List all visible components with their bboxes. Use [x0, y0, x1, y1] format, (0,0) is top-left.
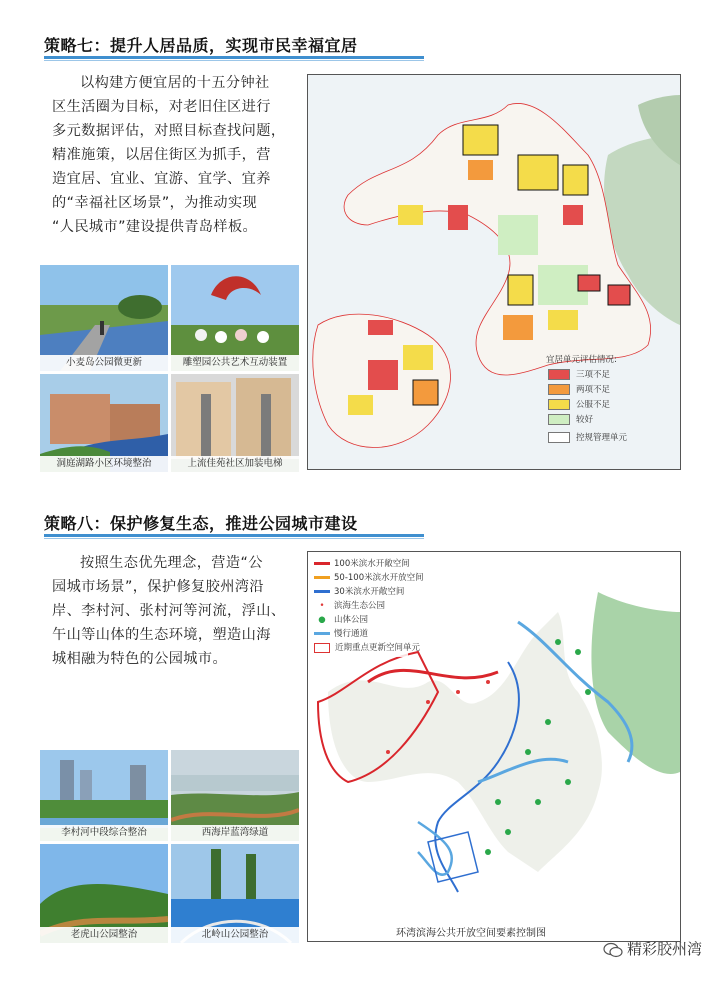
text-line: 按照生态优先理念，营造“公: [80, 555, 263, 571]
legend-label: 30米滨水开敞空间: [334, 587, 405, 597]
text-line: 区生活圈为目标，对老旧住区进行: [52, 99, 271, 115]
strategy8-title: 策略八：保护修复生态，推进公园城市建设: [44, 514, 358, 533]
strategy7-title: 策略七：提升人居品质，实现市民幸福宜居: [44, 36, 358, 55]
text-line: 造宜居、宜业、宜游、宜学、宜养: [52, 171, 271, 187]
strategy8-heading: [44, 508, 424, 538]
livability-map-graphic: [308, 75, 680, 469]
legend-swatch: [548, 414, 570, 425]
heading-rule: [44, 56, 424, 59]
photo-caption: 洞庭湖路小区环境整治: [40, 456, 168, 472]
photo-caption: 上流佳苑社区加装电梯: [171, 456, 299, 472]
legend-title: 宜居单元评估情况:: [546, 355, 617, 365]
legend-label: 三项不足: [576, 370, 611, 380]
legend-item: [314, 557, 410, 569]
legend-item: [548, 398, 610, 410]
waterfront-map: [307, 551, 681, 942]
legend-label: 近期重点更新空间单元: [335, 643, 421, 653]
legend-swatch: •: [319, 601, 325, 611]
text-line: 午山等山体的生态环境，塑造山海: [52, 627, 271, 643]
legend-item: [314, 599, 385, 611]
legend-swatch: [314, 562, 330, 565]
heading-rule-thin: [44, 538, 424, 539]
legend-swatch: [314, 576, 330, 579]
legend-item: [314, 571, 424, 583]
strategy7-heading: [44, 30, 424, 60]
legend-swatch: [314, 632, 330, 635]
photo-shangliu-elevator: [171, 374, 299, 472]
photo-xiaomaidao-park: [40, 265, 168, 371]
legend-item: [314, 627, 368, 639]
text-line: 多元数据评估，对照目标查找问题，: [52, 123, 286, 139]
photo-caption: 小麦岛公园微更新: [40, 355, 168, 371]
text-line: 岸、李村河、张村河等河流，浮山、: [52, 603, 286, 619]
text-line: 以构建方便宜居的十五分钟社: [80, 75, 270, 91]
legend-item: [548, 413, 593, 425]
strategy7-paragraph: [52, 71, 302, 239]
text-line: 城相融为特色的公园城市。: [52, 651, 228, 667]
text-line: “人民城市”建设提供青岛样板。: [52, 219, 258, 235]
legend-label: 公服不足: [576, 400, 611, 410]
text-line: 园城市场景”，保护修复胶州湾沿: [52, 579, 264, 595]
legend-item: [314, 641, 420, 653]
text-line: 精准施策，以居住街区为抓手，营: [52, 147, 271, 163]
legend-swatch: [314, 643, 330, 653]
heading-rule: [44, 534, 424, 537]
legend-label: 慢行通道: [334, 629, 369, 639]
legend-item: [548, 431, 627, 443]
photo-laohushan-park: [40, 844, 168, 943]
photo-caption: 雕塑园公共艺术互动装置: [171, 355, 299, 371]
legend-label: 两项不足: [576, 385, 611, 395]
photo-licun-river: [40, 750, 168, 841]
legend-swatch: [548, 399, 570, 410]
legend-item: [314, 613, 368, 625]
legend-label: 50-100米滨水开放空间: [334, 573, 424, 583]
heading-rule-thin: [44, 60, 424, 61]
legend-item: [314, 585, 404, 597]
photo-sculpture-park: [171, 265, 299, 371]
photo-beilingshan-park: [171, 844, 299, 943]
photo-caption: 北岭山公园整治: [171, 927, 299, 943]
legend-swatch: ●: [318, 615, 326, 625]
watermark: [603, 938, 702, 959]
legend-label: 山体公园: [334, 615, 369, 625]
legend-label: 较好: [576, 415, 594, 425]
photo-dongtinghu-road: [40, 374, 168, 472]
legend-swatch: [314, 590, 330, 593]
watermark-text: 精彩胶州湾: [626, 940, 702, 958]
legend-swatch: [548, 432, 570, 443]
livability-map: [307, 74, 681, 470]
legend-label: 100米滨水开敞空间: [334, 559, 410, 569]
legend-label: 控规管理单元: [576, 433, 628, 443]
legend-label: 滨海生态公园: [334, 601, 386, 611]
photo-caption: 李村河中段综合整治: [40, 825, 168, 841]
photo-caption: 西海岸蓝湾绿道: [171, 825, 299, 841]
wechat-icon: [603, 942, 623, 958]
strategy8-paragraph: [52, 551, 302, 671]
text-line: 的“幸福社区场景”，为推动实现: [52, 195, 258, 211]
legend-item: [548, 383, 610, 395]
photo-caption: 老虎山公园整治: [40, 927, 168, 943]
legend-swatch: [548, 369, 570, 380]
photo-west-coast-greenway: [171, 750, 299, 841]
legend-item: [548, 368, 610, 380]
map-caption: 环湾滨海公共开放空间要素控制图: [396, 928, 546, 939]
legend-swatch: [548, 384, 570, 395]
